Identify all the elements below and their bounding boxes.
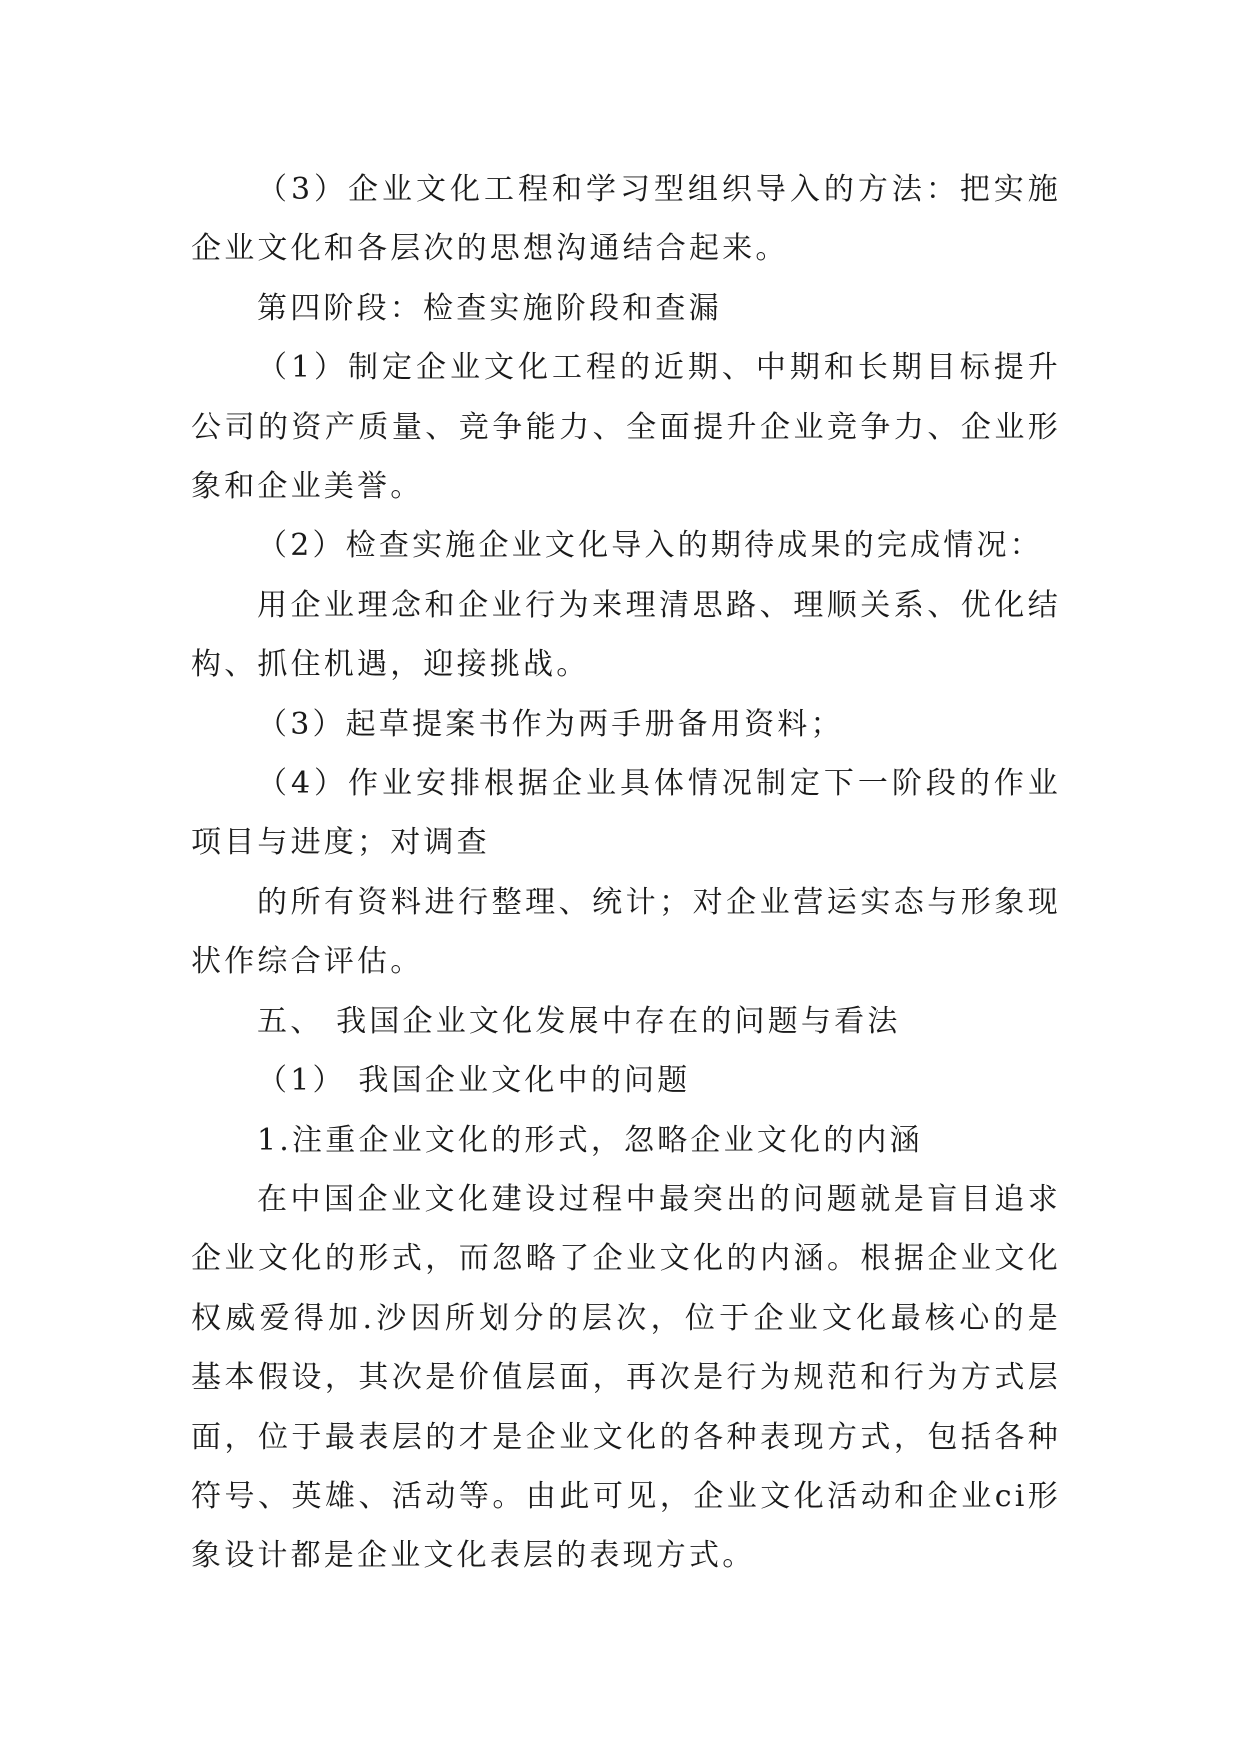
paragraph-2-check-results: （2）检查实施企业文化导入的期待成果的完成情况： xyxy=(257,528,1043,564)
section-five-heading: 五、 我国企业文化发展中存在的问题与看法 xyxy=(257,1003,901,1039)
paragraph-3-draft-proposal: （3）起草提案书作为两手册备用资料； xyxy=(257,706,844,742)
paragraph-organize-materials: 的所有资料进行整理、统计；对企业营运实态与形象现状作综合评估。 xyxy=(191,884,1061,980)
paragraph-clarify-thinking: 用企业理念和企业行为来理清思路、理顺关系、优化结构、抓住机遇，迎接挑战。 xyxy=(191,587,1061,683)
document-body xyxy=(191,160,1061,1586)
stage-four-heading: 第四阶段：检查实施阶段和查漏 xyxy=(257,290,722,326)
paragraph-3-method: （3）企业文化工程和学习型组织导入的方法：把实施企业文化和各层次的思想沟通结合起来。 xyxy=(191,172,1061,267)
paragraph-main-problem: 在中国企业文化建设过程中最突出的问题就是盲目追求企业文化的形式，而忽略了企业文化的内涵。根据企业文化权威爱得加.沙因所划分的层次，位于企业文化最核心的是基本假设，其次是价值层面，再次是行为规范和行为方式层面，位于最表层的才是企业文化的各种表现方式，包括各种符号、英雄、活动等。由此可见，企业文化活动和企业ci形象设计都是企业文化表层的表现方式。 xyxy=(191,1181,1061,1574)
paragraph-4-work-arrangement: （4）作业安排根据企业具体情况制定下一阶段的作业项目与进度；对调查 xyxy=(191,766,1061,861)
point-1-heading: 1.注重企业文化的形式，忽略企业文化的内涵 xyxy=(257,1122,923,1158)
paragraph-1-goals: （1）制定企业文化工程的近期、中期和长期目标提升公司的资产质量、竞争能力、全面提升企业竞争力、企业形象和企业美誉。 xyxy=(191,350,1061,505)
subsection-1-heading: （1） 我国企业文化中的问题 xyxy=(257,1063,691,1099)
